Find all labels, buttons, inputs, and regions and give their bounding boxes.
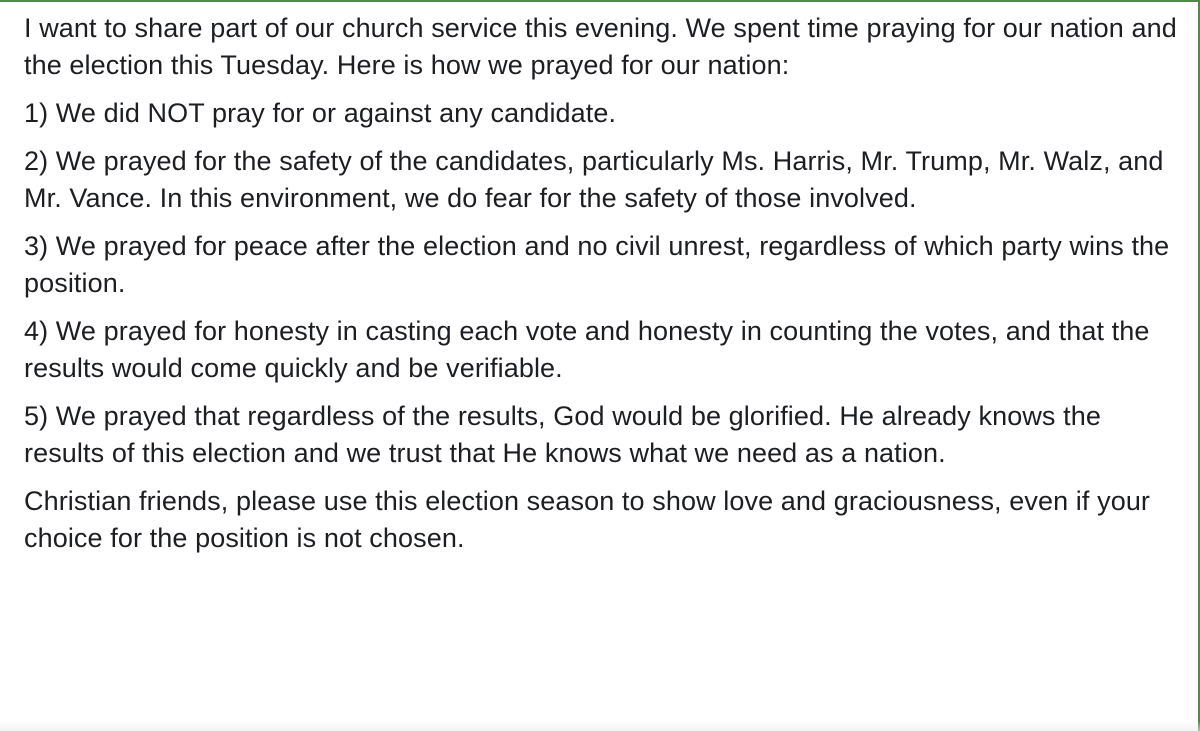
post-paragraph-item-1: 1) We did NOT pray for or against any candidate. (24, 98, 617, 128)
post-paragraph-item-3: 3) We prayed for peace after the election and no civil unrest, regardless of which party wins the position. (24, 231, 1170, 298)
bottom-shadow (0, 721, 1200, 731)
post-paragraph-intro: I want to share part of our church service this evening. We spent time praying for our nation and the election this Tuesday. Here is how we prayed for our nation: (24, 13, 1177, 80)
post-paragraph-item-5: 5) We prayed that regardless of the results, God would be glorified. He already knows the results of this election and we trust that He knows what we need as a nation. (24, 401, 1101, 468)
post-paragraph-item-4: 4) We prayed for honesty in casting each vote and honesty in counting the votes, and that the results would come quickly and be verifiable. (24, 316, 1150, 383)
post-paragraph-closing: Christian friends, please use this election season to show love and graciousness, even if your choice for the position is not chosen. (24, 486, 1151, 553)
post-body (24, 10, 1184, 557)
post-paragraph-item-2: 2) We prayed for the safety of the candidates, particularly Ms. Harris, Mr. Trump, Mr. Walz, and Mr. Vance. In this environment, we do fear for the safety of those involved. (24, 146, 1164, 213)
